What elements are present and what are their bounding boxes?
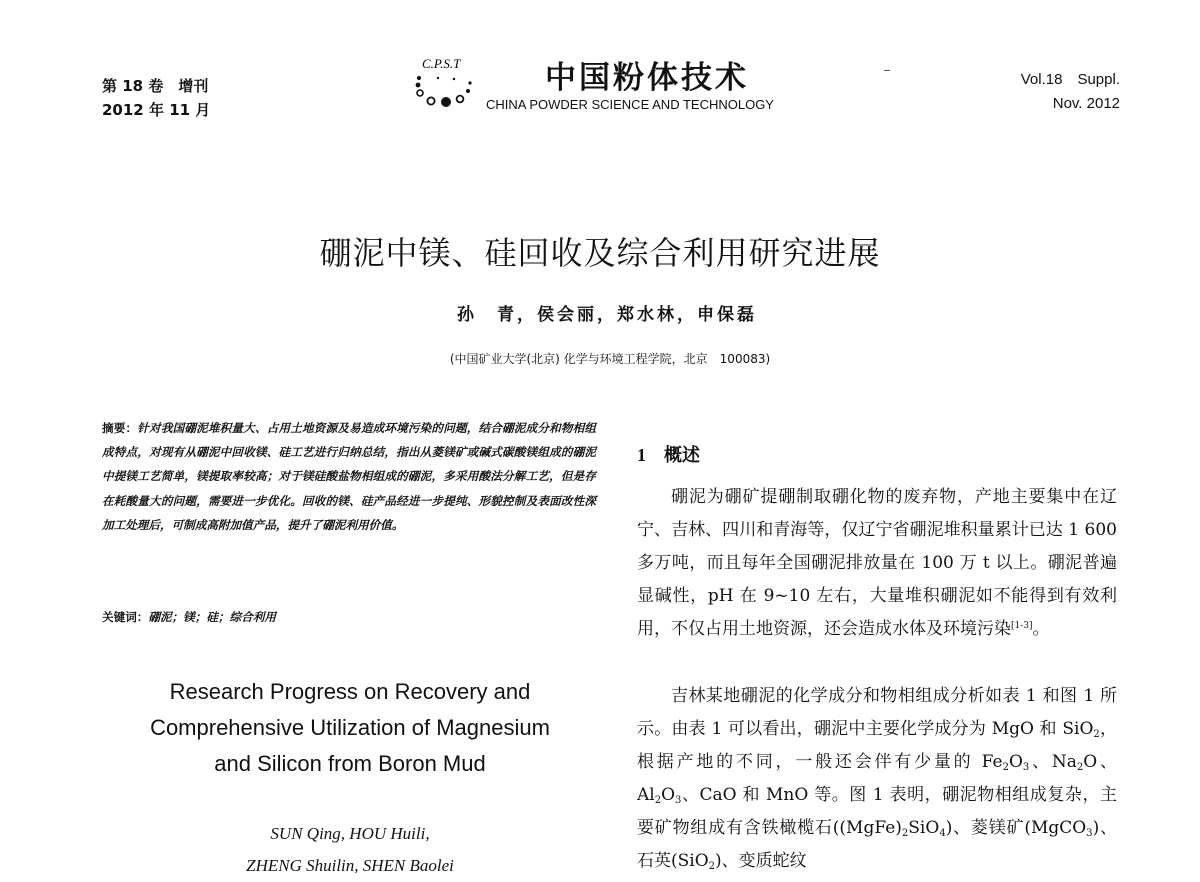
affiliation-cn: (中国矿业大学(北京) 化学与环境工程学院，北京 100083) — [449, 352, 771, 366]
section-title: 概述 — [664, 445, 700, 466]
journal-issue-info-cn — [102, 74, 210, 122]
keywords — [102, 609, 596, 625]
date-en: Nov. 2012 — [1052, 95, 1120, 112]
article-title-en — [100, 674, 600, 782]
journal-logo — [410, 52, 490, 114]
title-en-line: Research Progress on Recovery and — [169, 679, 531, 704]
volume-en: Vol.18 Suppl. — [1020, 71, 1120, 88]
citation-ref: [1-3] — [1011, 621, 1033, 631]
body-paragraph-1: 硼泥为硼矿提硼制取硼化物的废弃物，产地主要集中在辽宁、吉林、四川和青海等，仅辽宁省硼泥堆积量累计已达 1 600 多万吨，而且每年全国硼泥排放量在 100 万 t 以上。硼泥普遍显碱性，pH 在 9~10 左右，大量堆积硼泥如不能得到有效利用，不仅占用土地资源，还会造成水体及环境污染[1-3]。 — [637, 487, 1117, 639]
abstract-label: 摘要： — [102, 421, 138, 435]
volume-cn: 第 18 卷 增刊 — [102, 77, 209, 95]
authors-en-line: ZHENG Shuilin, SHEN Baolei — [246, 856, 454, 875]
keywords-text: 硼泥；镁；硅；综合利用 — [148, 610, 276, 624]
body-paragraph-2: 吉林某地硼泥的化学成分和物相组成分析如表 1 和图 1 所示。由表 1 可以看出，硼泥中主要化学成分为 MgO 和 SiO$_2$，根据产地的不同，一般还会伴有少量的 $Fe_2O_3$、$Na_2O$、$Al_2O_3$、CaO 和 MnO 等。图 1 表明，硼泥物相组成复杂，主要矿物组成有含铁橄榄石$((MgFe)_2SiO_4)$、菱镁矿(MgCO$_3$)、石英(SiO$_2$)、变质蛇纹 — [637, 686, 1117, 872]
section-heading — [637, 441, 700, 467]
journal-name-en: CHINA POWDER SCIENCE AND TECHNOLOGY — [486, 97, 774, 112]
section-number: 1 — [637, 445, 646, 465]
authors-en-line: SUN Qing, HOU Huili, — [270, 824, 430, 843]
title-en-line: and Silicon from Boron Mud — [214, 751, 486, 776]
abstract — [102, 416, 596, 537]
article-title-cn: 硼泥中镁、硅回收及综合利用研究进展 — [319, 234, 881, 272]
date-cn: 2012 年 11 月 — [102, 101, 211, 119]
abstract-text: 针对我国硼泥堆积量大、占用土地资源及易造成环境污染的问题，结合硼泥成分和物相组成特点，对现有从硼泥中回收镁、硅工艺进行归纳总结，指出从菱镁矿或碱式碳酸镁组成的硼泥中提镁工艺简单，镁提取率较高；对于镁硅酸盐物相组成的硼泥，多采用酸法分解工艺，但是存在耗酸量大的问题，需要进一步优化。回收的镁、硅产品经进一步提纯、形貌控制及表面改性深加工处理后，可制成高附加值产品，提升了硼泥利用价值。 — [102, 421, 596, 532]
logo-lettering: C.P.S.T — [422, 56, 461, 71]
keywords-label: 关键词： — [102, 610, 149, 624]
authors-cn: 孙 青，侯会丽，郑水林，申保磊 — [457, 305, 757, 325]
journal-name-cn: 中国粉体技术 — [545, 60, 749, 96]
title-en-line: Comprehensive Utilization of Magnesium — [150, 715, 550, 740]
authors-en — [100, 818, 600, 882]
journal-issue-info-en — [990, 68, 1120, 116]
header-mark — [884, 70, 890, 71]
